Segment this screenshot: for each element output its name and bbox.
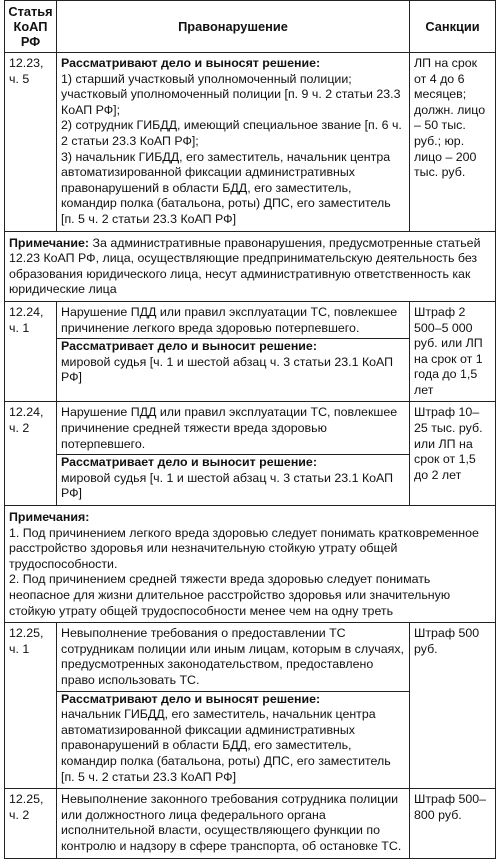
header-article: Статья КоАП РФ	[5, 1, 57, 53]
table-row	[5, 301, 496, 402]
row-offense	[57, 53, 410, 232]
row-offense	[57, 623, 410, 789]
row-article: 12.24, ч. 2	[5, 402, 57, 506]
row-title: Рассматривают дело и выносят решение:	[61, 691, 321, 706]
table-header-row	[5, 1, 496, 53]
row-offense	[57, 301, 410, 402]
row-line: 1) старший участковый уполномоченный полиции;	[61, 71, 352, 86]
row-title: Рассматривает дело и выносит решение:	[61, 339, 317, 354]
row-line: 3) начальник ГИБДД, его заместитель, начальник центра автоматизированной фиксации административных правонарушений в области БДД, его заместитель, командир полка (батальона, роты) ДПС, его заместитель [п. 5 ч. 2 статьи 23.3 КоАП РФ]	[61, 149, 391, 226]
row-sanction: Штраф 500 руб.	[410, 623, 496, 789]
row-line: участковый уполномоченный полиции [п. 9 ч. 2 статьи 23.3 КоАП РФ];	[61, 87, 401, 117]
row-sanction: Штраф 2 500–5 000 руб. или ЛП на срок от 1 года до 1,5 лет	[410, 301, 496, 402]
row-title: Рассматривает дело и выносит решение:	[61, 455, 317, 470]
table-row	[5, 53, 496, 232]
row-offense-text: Невыполнение законного требования сотрудника полиции или должностного лица федерального органа исполнительной власти, осуществляющего функции по контролю и надзору в сфере транспорта, об остановке ТС.	[61, 792, 402, 853]
note-row	[5, 506, 496, 623]
row-article: 12.25, ч. 2	[5, 789, 57, 858]
row-offense-text: Нарушение ПДД или правил эксплуатации ТС, повлекшее причинение средней тяжести вреда здоровью потерпевшего.	[57, 405, 409, 455]
document-page	[4, 0, 496, 859]
note-cell	[5, 506, 496, 623]
header-sanctions: Санкции	[410, 1, 496, 53]
row-line: 2) сотрудник ГИБДД, имеющий специальное звание [п. 6 ч. 2 статьи 23.3 КоАП РФ];	[61, 118, 402, 148]
row-offense	[57, 402, 410, 506]
row-judge: мировой судья [ч. 1 и шестой абзац ч. 3 статьи 23.1 КоАП РФ]	[61, 354, 394, 385]
row-judge: мировой судья [ч. 1 и шестой абзац ч. 3 статьи 23.1 КоАП РФ]	[61, 470, 394, 501]
table-row	[5, 623, 496, 789]
row-article: 12.24, ч. 1	[5, 301, 57, 402]
note-label: Примечание:	[9, 235, 90, 250]
note-label: Примечания:	[9, 510, 90, 525]
row-sanction: ЛП на срок от 4 до 6 месяцев; должн. лицо – 50 тыс. руб.; юр. лицо – 200 тыс. руб.	[410, 53, 496, 232]
note-cell	[5, 231, 496, 301]
table-row	[5, 402, 496, 506]
row-article: 12.23, ч. 5	[5, 53, 57, 232]
note-item: 2. Под причинением средней тяжести вреда здоровью следует понимать неопасное для жизни длительное расстройство здоровья или значительную стойкую утрату общей трудоспособности менее чем на одну треть	[9, 572, 451, 618]
row-sanction: Штраф 500–800 руб.	[410, 789, 496, 858]
row-article: 12.25, ч. 1	[5, 623, 57, 789]
row-offense-text: Невыполнение требования о предоставлении ТС сотрудникам полиции или иным лицам, которым в случаях, предусмотренных законодательством, предоставлено право использовать ТС.	[57, 626, 409, 691]
row-officials: начальник ГИБДД, его заместитель, начальник центра автоматизированной фиксации административных правонарушений в области БДД, его заместитель, командир полка (батальона, роты) ДПС, его заместитель [п. 5 ч. 2 статьи 23.3 КоАП РФ]	[61, 707, 391, 784]
row-offense	[57, 789, 410, 858]
row-sanction: Штраф 10–25 тыс. руб. или ЛП на срок от 1,5 до 2 лет	[410, 402, 496, 506]
row-title: Рассматривают дело и выносят решение:	[61, 56, 321, 70]
header-offense: Правонарушение	[57, 1, 410, 53]
note-row	[5, 231, 496, 301]
row-offense-text: Нарушение ПДД или правил эксплуатации ТС, повлекшее причинение легкого вреда здоровью потерпевшего.	[57, 305, 409, 339]
note-item: 1. Под причинением легкого вреда здоровью следует понимать кратковременное расстройство здоровья или незначительную стойкую утрату общей трудоспособности.	[9, 525, 479, 571]
note-text: За административные правонарушения, предусмотренные статьей 12.23 КоАП РФ, лица, осуществляющие предпринимательскую деятельность без образования юридического лица, несут административную ответственность как юридические лица	[9, 235, 481, 297]
table-row	[5, 789, 496, 858]
offense-table	[4, 0, 496, 859]
